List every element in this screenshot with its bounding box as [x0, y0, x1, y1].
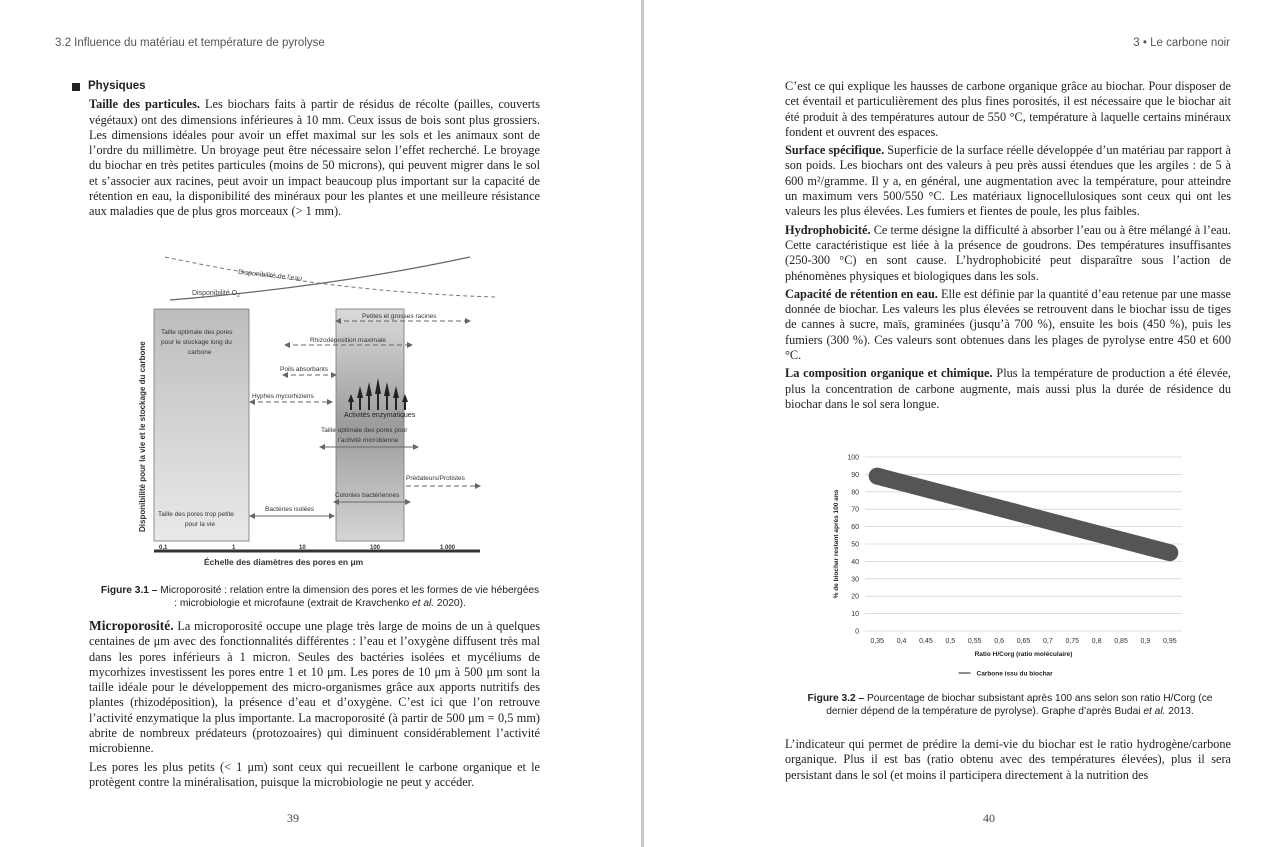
page-number-left: 39: [287, 811, 299, 825]
chart-x-label: Ratio H/Corg (ratio moléculaire): [974, 651, 1073, 658]
y-tick-label: 70: [851, 506, 859, 514]
x-tick-label: 0,5: [945, 638, 956, 645]
caption-label-2: Figure 3.2 –: [807, 693, 865, 704]
y-tick-label: 50: [851, 541, 859, 549]
label-bacteria: Bactéries isolées: [265, 506, 315, 513]
box2-text-2: l’activité microbienne: [338, 437, 399, 444]
paragraph-microporosity: [89, 618, 540, 757]
box1-text-1: Taille optimale des pores: [161, 329, 233, 336]
figure-3-1-caption: [100, 584, 540, 610]
x-tick-label: 0,85: [1114, 638, 1128, 645]
left-page: [0, 0, 641, 847]
text-composition: Plus la température de production a été élevée, plus la concentration de carbone augmente, mais aussi plus la durée de résidence du biochar dans le sol sera longue.: [785, 366, 1231, 411]
text-hydrophobicity: Ce terme désigne la difficulté à absorber l’eau ou à être mélangé à l’eau. Cette caractéristique est liée à la présence de goudrons. Des températures insuffisantes (250-300 °C) en sont cause. L’hydrophobicité peut disparaître sous l’action de phénomènes physiques et biologiques dans les sols.: [785, 222, 1231, 283]
text-microporosity: La microporosité occupe une plage très large de moins de un à quelques centaines de μm avec des fonctionnalités différentes : l’eau et l’oxygène diffusent très mal dans les pores inférieurs à 1 micron. Seules des bactéries isolées et mycéliums de mycorhizes investissent les pores entre 1 et 10 μm. Les pores de 10 μm à 500 μm sont la taille idéale pour le développement des micro-organismes grâce aux apports nutritifs des plantes (rhizodéposition), la présence d’eau et d’oxygène. C’est ici que l’on retrouve l’activité enzymatique la plus importante. La macroporosité (à partir de 500 μm = 0,5 mm) abrite de nombreux prédateurs (protozoaires) qui diminuent considérablement l’activité microbienne.: [89, 619, 540, 756]
caption-end-2: 2013.: [1165, 706, 1194, 717]
box1-bottom-1: Taille des pores trop petite: [158, 511, 234, 518]
x-tick-label: 0,4: [896, 638, 907, 645]
text-specific-surface: Superficie de la surface réelle développée d’un matériau par rapport à son poids. Les biochars ont des valeurs à peu près aussi étendues que les argiles : de 5 à 600 m²/gramme. Il y a, en général, une augmentation avec la température, pour atteindre un maximum vers 500/550 °C. Les matériaux lignocellulosiques sont ceux qui ont les valeurs les plus élevées. Les fumiers et fientes de poule, les plus faibles.: [785, 143, 1231, 219]
label-root-hairs: Poils absorbants: [280, 366, 329, 373]
tick-100: 100: [370, 545, 381, 551]
label-colonies: Colonies bactériennes: [335, 492, 400, 499]
paragraph-specific-surface: [785, 143, 1231, 219]
figure-3-2-caption: [794, 692, 1226, 718]
running-head-right: 3 • Le carbone noir: [1133, 37, 1230, 49]
paragraph-indicator: L’indicateur qui permet de prédire la demi-vie du biochar est le ratio hydrogène/carbone organique. Plus il est bas (ratio obtenu avec des températures élevées), plus il sera persistant dans le sol (et moins il participera directement à la nutrition des: [785, 737, 1231, 782]
text-particle-size: Les biochars faits à partir de résidus de récolte (pailles, couverts végétaux) ont des dimensions inférieures à 10 mm. Ceux issus de bois sont plus grossiers. Les dimensions idéales pour avoir un effet maximal sur les sols et les animaux sont de l’ordre du millimètre. Un broyage peut être nécessaire selon l’effet recherché. Le broyage du biochar en très petites particules (moins de 50 microns), qui peuvent migrer dans le sol et s’associer aux racines, peut avoir un impact beaucoup plus important sur la capacité de rétention en eau, la disponibilité des minéraux pour les plantes et une meilleure résistance aux maladies que de plus gros morceaux (> 1 mm).: [89, 97, 540, 219]
term-particle-size: Taille des particules.: [89, 97, 200, 112]
chart-y-ticks: [847, 455, 859, 636]
left-body-bottom: [89, 618, 540, 793]
caption-text-2: Pourcentage de biochar subsistant après 100 ans selon son ratio H/Corg (ce dernier dépend de la température de pyrolyse). Graphe d’après Budai: [826, 693, 1213, 717]
paragraph-water-retention: [785, 287, 1231, 363]
x-tick-label: 0,75: [1065, 638, 1080, 645]
label-predators: Prédateurs/Protistes: [406, 475, 465, 482]
term-microporosity: Microporosité.: [89, 618, 174, 633]
figure-3-2-chart: [824, 445, 1194, 685]
section-title: Physiques: [88, 80, 146, 92]
label-water: Disponibilité de l’eau: [237, 269, 303, 283]
tick-1: 1: [232, 545, 236, 551]
y-tick-label: 0: [855, 628, 859, 636]
right-body-top: [785, 79, 1231, 415]
caption-text: Microporosité : relation entre la dimension des pores et les formes de vie hébergées : microbiologie et microfaune (extrait de Kravchenko: [157, 585, 540, 609]
caption-etal-2: et al.: [1143, 706, 1166, 717]
y-tick-label: 20: [851, 593, 859, 601]
running-head-left: 3.2 Influence du matériau et température de pyrolyse: [55, 37, 325, 49]
y-tick-label: 40: [851, 558, 859, 566]
paragraph-hydrophobicity: [785, 223, 1231, 284]
caption-end: 2020).: [434, 598, 466, 609]
x-tick-label: 0,8: [1091, 638, 1102, 645]
right-page: [644, 0, 1285, 847]
caption-etal: et al.: [412, 598, 435, 609]
term-water-retention: Capacité de rétention en eau.: [785, 286, 938, 301]
x-tick-label: 0,65: [1016, 638, 1031, 645]
term-composition: La composition organique et chimique.: [785, 366, 993, 381]
x-tick-label: 0,95: [1162, 638, 1177, 645]
box2-text-1: Taille optimale des pores pour: [321, 427, 408, 434]
x-tick-label: 0,35: [870, 638, 885, 645]
y-tick-label: 100: [847, 454, 859, 462]
tick-0-1: 0,1: [159, 545, 168, 551]
x-tick-label: 0,55: [967, 638, 982, 645]
page-number-right: 40: [983, 811, 995, 825]
label-roots: Petites et grosses racines: [362, 313, 437, 320]
left-body-top: [72, 79, 540, 223]
caption-label: Figure 3.1 –: [100, 585, 158, 596]
right-body-bottom: [785, 737, 1231, 786]
paragraph-composition: [785, 366, 1231, 412]
label-enzymatic: Activités enzymatiques: [344, 412, 416, 419]
y-tick-label: 80: [851, 489, 859, 497]
box1-text-3: carbone: [188, 349, 212, 356]
paragraph-carbon-increase: C’est ce qui explique les hausses de carbone organique grâce au biochar. Pour disposer de cet éventail et particulièrement des plus fines porosités, il est nécessaire que le biochar ait été produit à des températures autour de 550 °C, température à laquelle certains minéraux fondent et ouvrent des espaces.: [785, 79, 1231, 139]
y-axis-label: Disponibilité pour la vie et le stockage du carbone: [138, 341, 147, 532]
tick-1000: 1 000: [440, 545, 456, 551]
text-water-retention: Elle est définie par la quantité d’eau retenue par une masse donnée de biochar. Les valeurs les plus élevées se retrouvent dans le biochar issu de tiges de cannes à sucre, maïs, graminées (jusqu’à 700 %), ensuite les bois (450 %), puis les fumiers (300 %). Ces valeurs sont obtenues dans les plages de pyrolyse entre 450 et 600 °C.: [785, 286, 1231, 363]
legend-label: Carbone issu du biochar: [976, 670, 1053, 678]
label-o2: Disponibilité $O_2$: [192, 290, 240, 299]
term-hydrophobicity: Hydrophobicité.: [785, 222, 871, 237]
series-line-carbone: [877, 476, 1170, 553]
y-tick-label: 30: [851, 576, 859, 584]
y-tick-label: 10: [851, 611, 859, 619]
box1-bottom-2: pour la vie: [185, 521, 215, 528]
term-specific-surface: Surface spécifique.: [785, 143, 885, 158]
x-tick-label: 0,45: [919, 638, 933, 645]
paragraph-small-pores: Les pores les plus petits (< 1 μm) sont ceux qui recueillent le carbone organique et le protègent contre la minéralisation, puisque la microbiologie ne peut y accéder.: [89, 759, 540, 789]
label-rhizodeposition: Rhizodéposition maximale: [310, 337, 386, 344]
section-heading: [72, 79, 540, 94]
x-tick-label: 0,6: [994, 638, 1004, 645]
tick-10: 10: [299, 545, 306, 551]
box1-text-2: pour le stockage long du: [161, 339, 232, 346]
y-tick-label: 60: [851, 524, 859, 532]
chart-y-label: % de biochar restant après 100 ans: [833, 489, 840, 599]
x-axis-label: Échelle des diamètres des pores en μm: [204, 557, 364, 567]
x-tick-label: 0,7: [1043, 638, 1053, 645]
square-bullet-icon: [72, 83, 80, 91]
figure-3-1-diagram: [130, 252, 500, 572]
chart-x-ticks: [870, 638, 1176, 645]
paragraph-particle-size: [72, 97, 540, 219]
label-hyphae: Hyphes mycorhiziens: [252, 393, 314, 400]
y-tick-label: 90: [851, 471, 859, 479]
x-tick-label: 0,9: [1140, 638, 1151, 645]
